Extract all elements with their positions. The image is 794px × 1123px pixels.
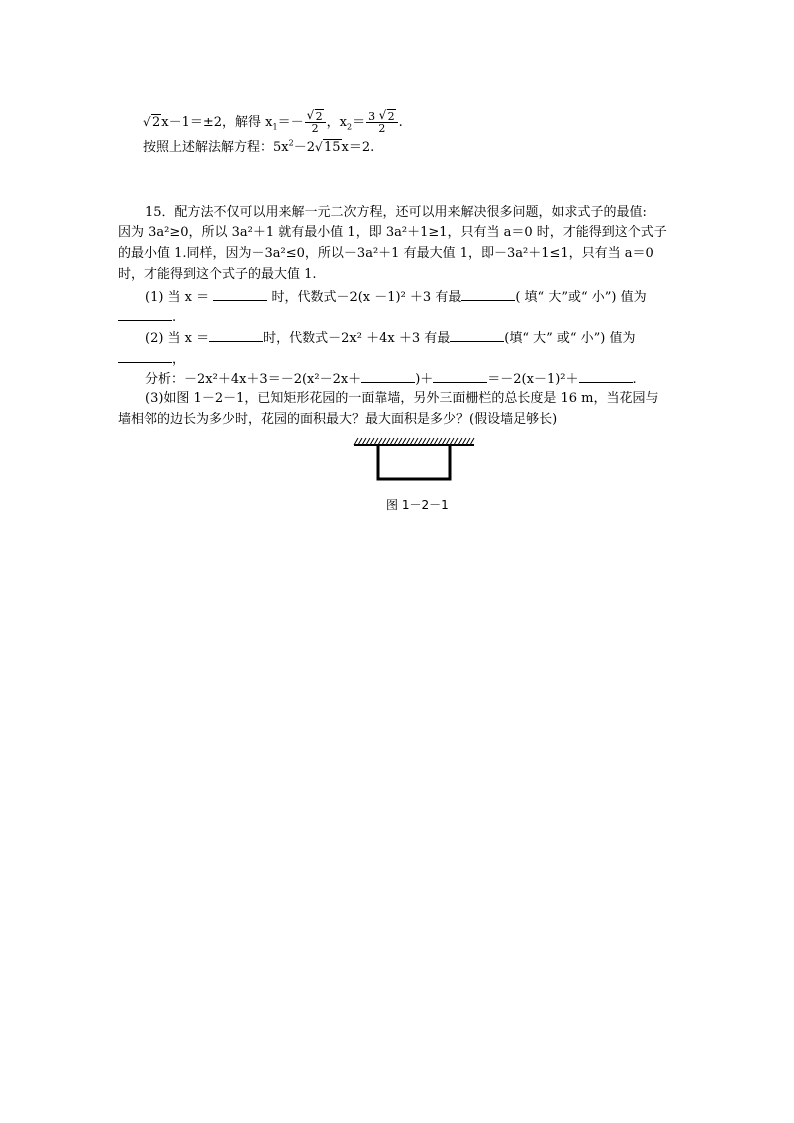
analysis-line: 分析：－2x²＋4x＋3＝－2(x²－2x＋ )＋ ＝－2(x－1)²＋ . [145,372,637,387]
answer-blank[interactable] [433,370,487,383]
fence-outline [378,446,450,479]
fraction-x2: $\frac{3 √ 2}{2}$ [366,111,398,134]
answer-blank[interactable] [450,329,504,342]
question-2-line: (2) 当 x ＝ 时，代数式－2x² ＋4x ＋3 有最 (填“ 大” 或“ 小”) 值为 [145,331,636,346]
question-2-line-2: ， [118,350,185,368]
solution-line-1: √ 2x－1＝±2，解得 $x_1=-$ √ $\frac{2}{2}$ ，$x_2=$ $\frac{3 √ 2}{2}$ . [143,111,403,134]
sqrt-expression: √ 2 [143,115,161,131]
answer-blank[interactable] [213,288,267,301]
question-1-line: (1) 当 x ＝ 时，代数式－2(x －1)² ＋3 有最 ( 填“ 大”或“ 小”) 值为 [145,290,647,305]
question-1-line-2: . [118,308,176,326]
solution-line-2: 按照上述解法解方程：$5x^2-2√$ 15x＝2. [143,140,374,156]
figure-caption: 图 1－2－1 [386,498,449,512]
problem-intro-2: 因为 3a²≥0，所以 3a²＋1 就有最小值 1，即 3a²＋1≥1，只有当 a＝0 时，才能得到这个式子 [118,225,667,240]
garden-figure [350,436,480,488]
answer-blank[interactable] [579,370,633,383]
answer-blank[interactable] [209,329,263,342]
answer-blank[interactable] [461,288,515,301]
answer-blank[interactable] [118,350,172,363]
question-3-line-2: 墙相邻的边长为多少时，花园的面积最大？最大面积是多少？(假设墙足够长) [118,412,558,427]
problem-intro-4: 时，才能得到这个式子的最大值 1. [118,267,317,282]
fraction-x1: √ $\frac{2}{2}$ [305,111,326,134]
answer-blank[interactable] [118,308,172,321]
question-3-line-1: (3)如图 1－2－1，已知矩形花园的一面靠墙，另外三面栅栏的总长度是 16 m，当花园与 [145,391,659,406]
problem-intro-1: 15．配方法不仅可以用来解一元二次方程，还可以用来解决很多问题，如求式子的最值: [145,205,647,220]
wall-hatching [354,438,474,445]
answer-blank[interactable] [361,370,415,383]
problem-intro-3: 的最小值 1.同样，因为－3a²≤0，所以－3a²＋1 有最大值 1，即－3a²＋1≤1，只有当 a＝0 [118,246,654,261]
